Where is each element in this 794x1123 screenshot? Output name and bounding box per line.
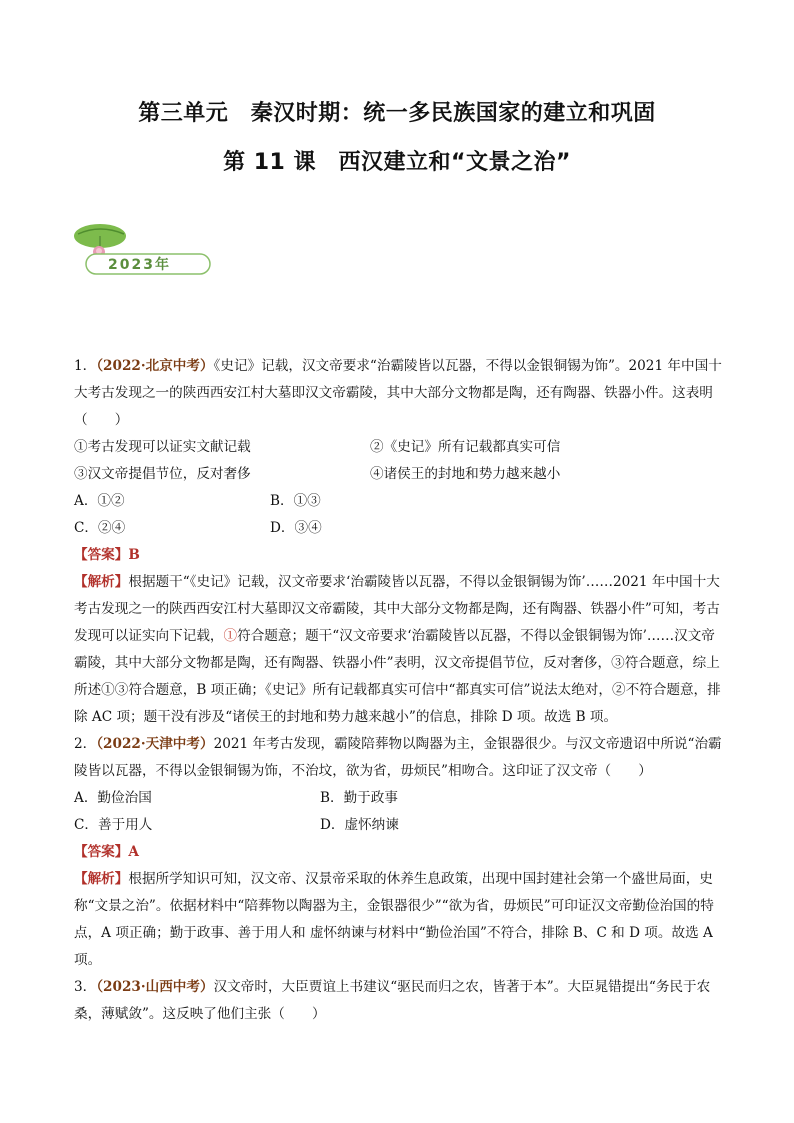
statement-row — [74, 434, 724, 461]
option-a: A．①② — [74, 493, 125, 509]
option-d: D．虚怀纳谏 — [320, 817, 399, 833]
answer-tag: 【答案】 — [74, 547, 129, 563]
option-c: C．善于用人 — [74, 817, 153, 833]
badge-year-label: 2023年 — [108, 257, 171, 273]
analysis-text: 根据题干“《史记》记载，汉文帝要求‘治霸陵皆以瓦器，不得以金银铜锡为饰’……2021 年中国十大考古发现之一的陕西西安江村大墓即汉文帝霸陵，其中大部分文物都是陶，还有陶器、铁器小件”可知，考古发现可以证实向下记载， — [74, 574, 720, 644]
statement: ③汉文帝提倡节位，反对奢侈 — [74, 466, 251, 482]
answer-value: B — [128, 547, 140, 563]
question-3 — [74, 974, 724, 1028]
option-row — [74, 812, 724, 839]
option-row — [74, 785, 724, 812]
analysis-text: 符合题意；题干“汉文帝要求‘治霸陵皆以瓦器，不得以金银铜锡为饰’……汉文帝霸陵，其中大部分文物都是陶，还有陶器、铁器小件”表明，汉文帝提倡节位，反对奢侈，③符合题意，综上所述①③符合题意，B 项正确；《史记》所有记载都真实可信中“都真实可信”说法太绝对，②不符合题意，排除 AC 项；题干没有涉及“诸侯王的封地和势力越来越小”的信息，排除 D 项。故选 B 项。 — [74, 628, 721, 725]
answer-tag: 【答案】 — [74, 844, 129, 860]
question-stem: 汉文帝时，大臣贾谊上书建议“驱民而归之农，皆著于本”。大臣晁错提出“务民于农桑，薄赋敛”。这反映了他们主张（ ） — [74, 979, 711, 1022]
statement: ②《史记》所有记载都真实可信 — [370, 439, 561, 455]
question-number: 2． — [74, 736, 97, 752]
lotus-leaf-icon — [72, 222, 212, 276]
question-source: （2022·北京中考） — [96, 358, 214, 374]
option-b: B．勤于政事 — [320, 790, 398, 806]
question-stem: 《史记》记载，汉文帝要求“治霸陵皆以瓦器，不得以金银铜锡为饰”。2021 年中国十大考古发现之一的陕西西安江村大墓即汉文帝霸陵，其中大部分文物都是陶，还有陶器、铁器小件。这表明（ ） — [74, 358, 722, 428]
year-badge — [72, 222, 212, 272]
analysis-tag: 【解析】 — [74, 871, 129, 887]
question-list — [74, 353, 724, 1028]
analysis-tag: 【解析】 — [74, 574, 129, 590]
statement: ①考古发现可以证实文献记载 — [74, 439, 251, 455]
question-source: （2022·天津中考） — [96, 736, 214, 752]
analysis-text: 根据所学知识可知，汉文帝、汉景帝采取的休养生息政策，出现中国封建社会第一个盛世局面，史称“文景之治”。依据材料中“陪葬物以陶器为主，金银器很少”“欲为省，毋烦民”可印证汉文帝勤俭治国的特点，A 项正确；勤于政事、善于用人和 虚怀纳谏与材料中“勤俭治国”不符合，排除 B、C 和 D 项。故选 A 项。 — [74, 871, 714, 968]
option-row — [74, 515, 724, 542]
lesson-title: 第 11 课 西汉建立和“文景之治” — [223, 150, 571, 175]
unit-title: 第三单元 秦汉时期：统一多民族国家的建立和巩固 — [138, 101, 656, 126]
option-c: C．②④ — [74, 520, 126, 536]
question-number: 3． — [74, 979, 97, 995]
question-1 — [74, 353, 724, 434]
option-b: B．①③ — [270, 493, 321, 509]
answer-value: A — [128, 844, 139, 860]
answer-line — [74, 839, 724, 866]
analysis-highlight: ① — [223, 628, 238, 644]
statement-row — [74, 461, 724, 488]
analysis — [74, 569, 724, 731]
option-a: A．勤俭治国 — [74, 790, 152, 806]
analysis — [74, 866, 724, 974]
statement: ④诸侯王的封地和势力越来越小 — [370, 466, 561, 482]
option-row — [74, 488, 724, 515]
question-source: （2023·山西中考） — [96, 979, 214, 995]
question-2 — [74, 731, 724, 785]
question-number: 1． — [74, 358, 97, 374]
question-stem: 2021 年考古发现，霸陵陪葬物以陶器为主，金银器很少。与汉文帝遗诏中所说“治霸陵皆以瓦器，不得以金银铜锡为饰，不治坟，欲为省，毋烦民”相吻合。这印证了汉文帝（ ） — [74, 736, 722, 779]
answer-line — [74, 542, 724, 569]
option-d: D．③④ — [270, 520, 322, 536]
